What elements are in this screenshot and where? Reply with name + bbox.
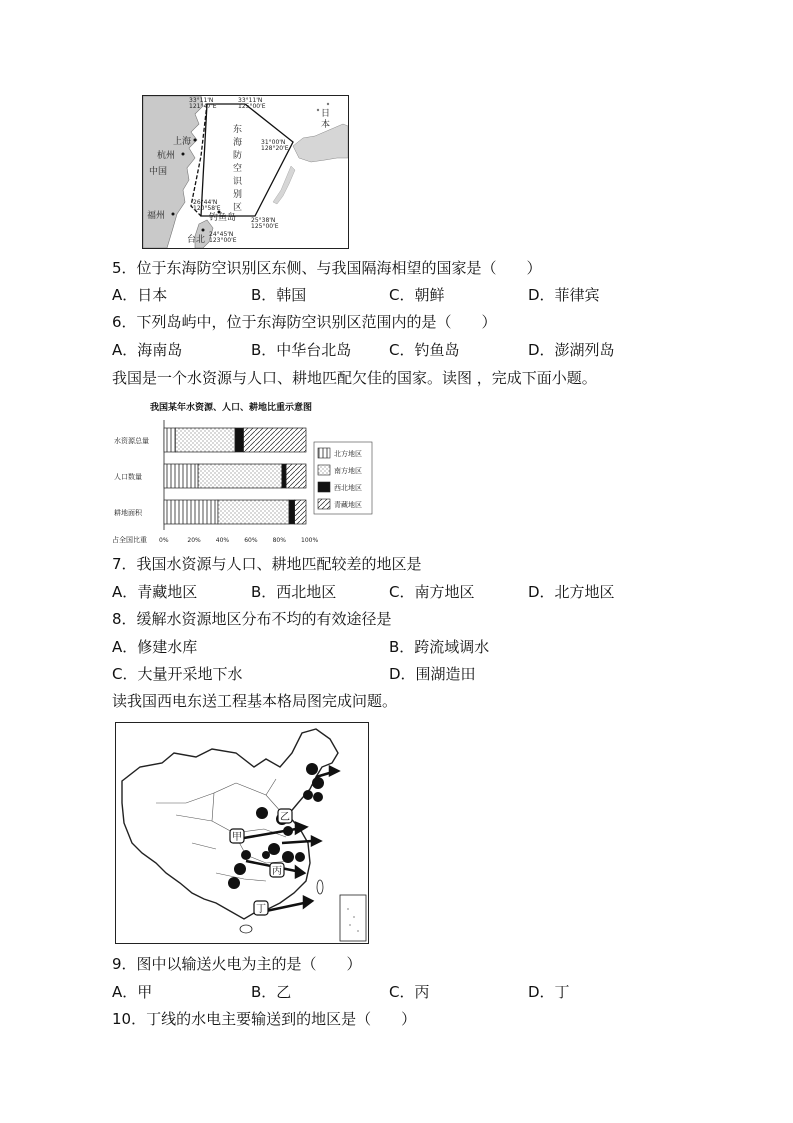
label-hangzhou: 杭州 [157,151,176,161]
route-label-yi [278,809,292,823]
zone-char-0: 东 [233,125,243,135]
chart-category-label: 人口数量 [114,473,142,481]
intro-power-transfer: 读我国西电东送工程基本格局图完成问题。 [112,692,398,710]
q6-stem: 6．下列岛屿中，位于东海防空识别区范围内的是（ ） [112,313,497,331]
chart-bar-segment [244,428,306,452]
chart-tick-label: 20% [187,537,201,544]
chart-tick-label: 40% [215,537,230,544]
q6-option-b[interactable]: B．中华台北岛 [251,341,352,359]
label-china: 中国 [149,167,168,177]
coord-e-lat: 31°00'N [261,139,286,146]
chart-bars [164,428,306,524]
power-map-svg [116,723,368,943]
label-taipei: 台北 [187,235,206,245]
chart-legend-label: 西北地区 [334,484,362,492]
coord-nw-lat: 33°11'N [189,97,214,104]
q9-option-b[interactable]: B．乙 [251,983,292,1001]
chart-category-label: 水资源总量 [114,437,149,445]
water-chart [110,396,380,546]
coord-w-lat: 26°44'N [193,199,218,206]
chart-legend-swatch [318,448,330,458]
q6-option-a[interactable]: A．海南岛 [112,341,183,359]
zone-char-6: 区 [233,203,243,213]
ryukyu-shape [273,166,295,204]
q10-stem: 10．丁线的水电主要输送到的地区是（ ） [112,1010,417,1028]
label-japan-1: 日 [321,109,331,119]
chart-legend-label: 南方地区 [334,467,362,475]
adiz-map-svg [143,96,348,248]
q9-option-a[interactable]: A．甲 [112,983,153,1001]
chart-bar-segment [235,428,244,452]
q5-option-b[interactable]: B．韩国 [251,286,307,304]
coord-s-lon: 123°00'E [209,237,237,244]
chart-category-label: 耕地面积 [114,509,142,517]
coord-s-lat: 24°45'N [209,231,234,238]
chart-xlabel: 占全国比重 [112,536,147,544]
q5-option-a[interactable]: A．日本 [112,286,168,304]
q7-option-b[interactable]: B．西北地区 [251,583,337,601]
intro-water-resources: 我国是一个水资源与人口、耕地匹配欠佳的国家。读图 ，完成下面小题。 [112,369,597,387]
chart-bar-segment [289,500,295,524]
chart-legend-swatch [318,499,330,509]
chart-legend-swatch [318,482,330,492]
zone-char-3: 空 [233,164,243,174]
hainan-shape [240,925,252,933]
chart-category-labels [114,436,149,517]
chart-tick-label: 0% [159,537,169,544]
chart-bar-segment [164,464,198,488]
q9-option-d[interactable]: D．丁 [528,983,570,1001]
water-chart-svg [110,396,380,546]
q6-option-c[interactable]: C．钓鱼岛 [389,341,460,359]
chart-bar-segment [282,464,286,488]
q8-option-c[interactable]: C．大量开采地下水 [112,665,243,683]
q7-stem: 7．我国水资源与人口、耕地匹配较差的地区是 [112,555,422,573]
label-japan-2: 本 [321,120,331,130]
q8-option-b[interactable]: B．跨流域调水 [389,638,490,656]
chart-tick-label: 100% [301,537,319,544]
chart-bar-segment [164,500,218,524]
coord-se-lat: 25°38'N [251,217,276,224]
route-label-yi-text: 乙 [280,812,290,823]
china-outline [122,729,338,919]
coord-nw-lon: 121°47'E [189,103,217,110]
route-label-jia-text: 甲 [232,832,242,843]
route-label-jia [230,829,244,843]
coord-ne-lon: 125°00'E [238,103,266,110]
chart-tick-labels [159,537,318,544]
q8-option-d[interactable]: D．围湖造田 [389,665,476,683]
south-sea-inset [340,895,366,941]
q6-option-d[interactable]: D．澎湖列岛 [528,341,615,359]
chart-bar-segment [164,428,175,452]
chart-tick-label: 60% [244,537,258,544]
chart-title: 我国某年水资源、人口、耕地比重示意图 [150,403,313,413]
zone-char-2: 防 [233,151,243,161]
coord-w-lon: 120°58'E [193,205,221,212]
label-shanghai: 上海 [173,137,192,147]
adiz-map [142,95,349,249]
chart-bar-segment [175,428,235,452]
taiwan-map2-shape [317,880,323,894]
coord-e-lon: 128°20'E [261,145,289,152]
coord-se-lon: 125°00'E [251,223,279,230]
chart-bar-segment [218,500,289,524]
route-label-bing [270,863,284,877]
zone-char-4: 识 [233,177,243,187]
power-transfer-map [115,722,369,944]
route-label-ding-text: 丁 [256,904,266,915]
q5-option-d[interactable]: D．菲律宾 [528,286,600,304]
q8-option-a[interactable]: A．修建水库 [112,638,198,656]
chart-legend-swatch [318,465,330,475]
label-diaoyu: 钓鱼岛 [209,213,237,223]
route-label-bing-text: 丙 [272,866,282,877]
chart-bar-segment [295,500,306,524]
q9-stem: 9．图中以输送火电为主的是（ ） [112,955,362,973]
q5-stem: 5．位于东海防空识别区东侧、与我国隔海相望的国家是（ ） [112,259,542,277]
chart-tick-label: 80% [272,537,286,544]
q7-option-d[interactable]: D．北方地区 [528,583,615,601]
chart-legend-label: 北方地区 [334,450,362,458]
label-fuzhou: 福州 [147,211,166,221]
coord-ne-lat: 33°11'N [238,97,263,104]
q8-stem: 8．缓解水资源地区分布不均的有效途径是 [112,610,392,628]
q5-option-c[interactable]: C．朝鲜 [389,286,445,304]
chart-legend-label: 青藏地区 [334,501,362,509]
chart-bar-segment [286,464,306,488]
q7-option-c[interactable]: C．南方地区 [389,583,475,601]
chart-legend [314,442,372,514]
q7-option-a[interactable]: A．青藏地区 [112,583,198,601]
chart-bar-segment [198,464,282,488]
zone-char-5: 别 [233,190,243,200]
route-label-ding [254,901,268,915]
q9-option-c[interactable]: C．丙 [389,983,430,1001]
zone-char-1: 海 [233,138,243,148]
